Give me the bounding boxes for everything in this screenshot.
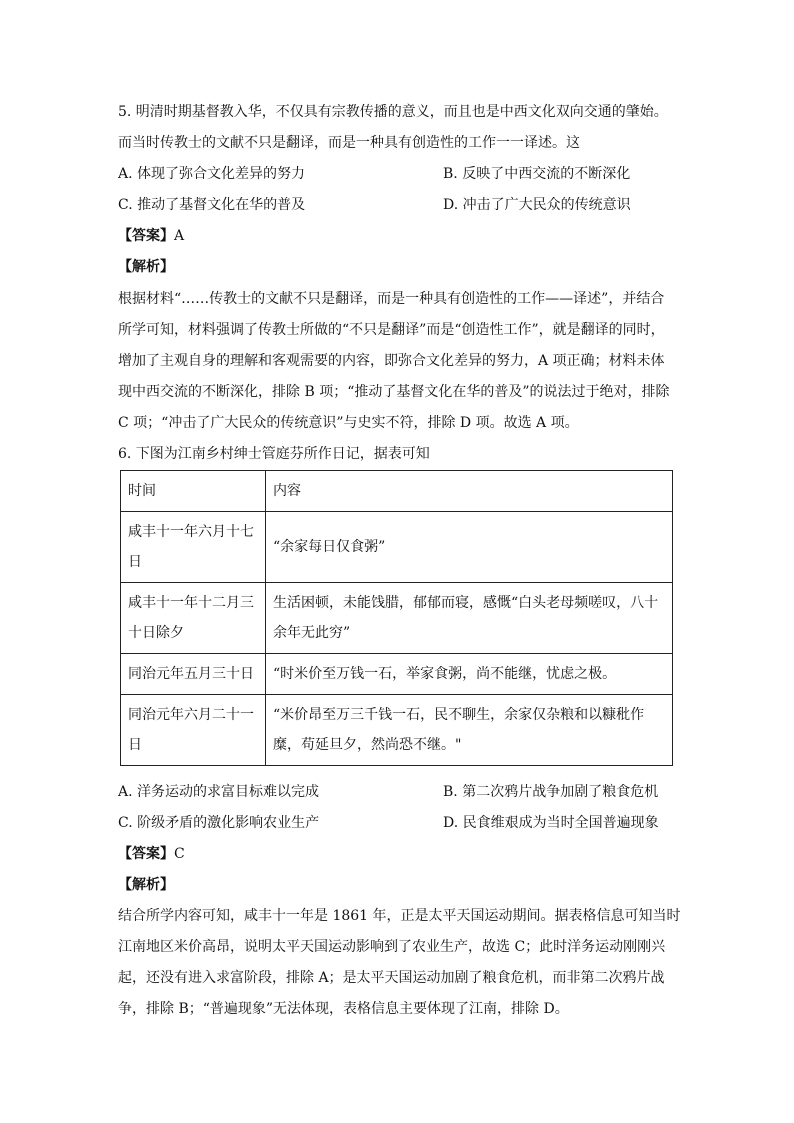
table-row bbox=[121, 695, 673, 766]
table-cell-content: 生活困顿，未能饯腊，郁郁而寝，感慨“白头老母频嗟叹，八十 余年无此穷” bbox=[266, 583, 673, 654]
q6-stem: 6. 下图为江南乡村绅士管庭芬所作日记，据表可知 bbox=[118, 446, 430, 462]
table-row bbox=[121, 583, 673, 654]
q5-option-b: B. 反映了中西交流的不断深化 bbox=[443, 166, 631, 182]
table-cell-time: 咸丰十一年六月十七 日 bbox=[121, 512, 266, 583]
table-cell-time: 咸丰十一年十二月三 十日除夕 bbox=[121, 583, 266, 654]
q6-answer bbox=[118, 844, 185, 864]
table-cell-time: 同治元年六月二十一 日 bbox=[121, 695, 266, 766]
table-cell-content: “米价昂至万三千钱一石，民不聊生，余家仅杂粮和以糠秕作 糜，苟延旦夕，然尚恐不继。" bbox=[266, 695, 673, 766]
q5-answer-value: A bbox=[174, 228, 185, 244]
q5-option-a: A. 体现了弥合文化差异的努力 bbox=[118, 166, 306, 182]
q5-analysis-line: C 项；“冲击了广大民众的传统意识”与史实不符，排除 D 项。故选 A 项。 bbox=[118, 415, 579, 431]
table-cell-content: “余家每日仅食粥” bbox=[266, 512, 673, 583]
q6-analysis-line: 争，排除 B；“普遍现象”无法体现，表格信息主要体现了江南，排除 D。 bbox=[118, 1001, 569, 1017]
q6-option-d: D. 民食维艰成为当时全国普遍现象 bbox=[443, 815, 659, 831]
table-row bbox=[121, 654, 673, 695]
q6-answer-label: 【答案】 bbox=[118, 846, 174, 862]
q6-option-c: C. 阶级矛盾的激化影响农业生产 bbox=[118, 815, 320, 831]
table-cell-time: 同治元年五月三十日 bbox=[121, 654, 266, 695]
q5-option-d: D. 冲击了广大民众的传统意识 bbox=[443, 197, 631, 213]
table-row bbox=[121, 512, 673, 583]
q5-answer bbox=[118, 226, 184, 246]
q6-answer-value: C bbox=[174, 846, 185, 862]
table-header-content: 内容 bbox=[266, 471, 673, 512]
q5-analysis-line: 所学可知，材料强调了传教士所做的“不只是翻译”而是“创造性工作”，就是翻译的同时， bbox=[118, 322, 665, 338]
q6-option-b: B. 第二次鸦片战争加剧了粮食危机 bbox=[443, 784, 659, 800]
q5-stem-line-2: 而当时传教士的文献不只是翻译，而是一种具有创造性的工作一一译述。这 bbox=[118, 135, 580, 151]
q6-analysis-line: 江南地区米价高昂，说明太平天国运动影响到了农业生产，故选 C；此时洋务运动刚刚兴 bbox=[118, 939, 666, 955]
table-cell-content: “时米价至万钱一石，举家食粥，尚不能继，忧虑之极。 bbox=[266, 654, 673, 695]
table-header-time: 时间 bbox=[121, 471, 266, 512]
q5-analysis-line: 现中西交流的不断深化，排除 B 项；“推动了基督文化在华的普及”的说法过于绝对，排除 bbox=[118, 384, 670, 400]
q5-analysis-label: 【解析】 bbox=[118, 259, 174, 275]
q6-analysis-label: 【解析】 bbox=[118, 877, 174, 893]
q6-option-a: A. 洋务运动的求富目标难以完成 bbox=[118, 784, 320, 800]
q5-analysis-line: 根据材料“……传教士的文献不只是翻译，而是一种具有创造性的工作——译述”，并结合 bbox=[118, 291, 665, 307]
q5-answer-label: 【答案】 bbox=[118, 228, 174, 244]
diary-table bbox=[120, 470, 673, 766]
q6-analysis-line: 起，还没有进入求富阶段，排除 A；是太平天国运动加剧了粮食危机，而非第二次鸦片战 bbox=[118, 970, 665, 986]
table-header-row bbox=[121, 471, 673, 512]
q6-analysis-line: 结合所学内容可知，咸丰十一年是 1861 年，正是太平天国运动期间。据表格信息可知当时 bbox=[118, 908, 681, 924]
q5-analysis-line: 增加了主观自身的理解和客观需要的内容，即弥合文化差异的努力，A 项正确；材料未体 bbox=[118, 353, 665, 369]
q5-stem-line-1: 5. 明清时期基督教入华，不仅具有宗教传播的意义，而且也是中西文化双向交通的肇始。 bbox=[118, 104, 668, 120]
q5-option-c: C. 推动了基督文化在华的普及 bbox=[118, 197, 306, 213]
